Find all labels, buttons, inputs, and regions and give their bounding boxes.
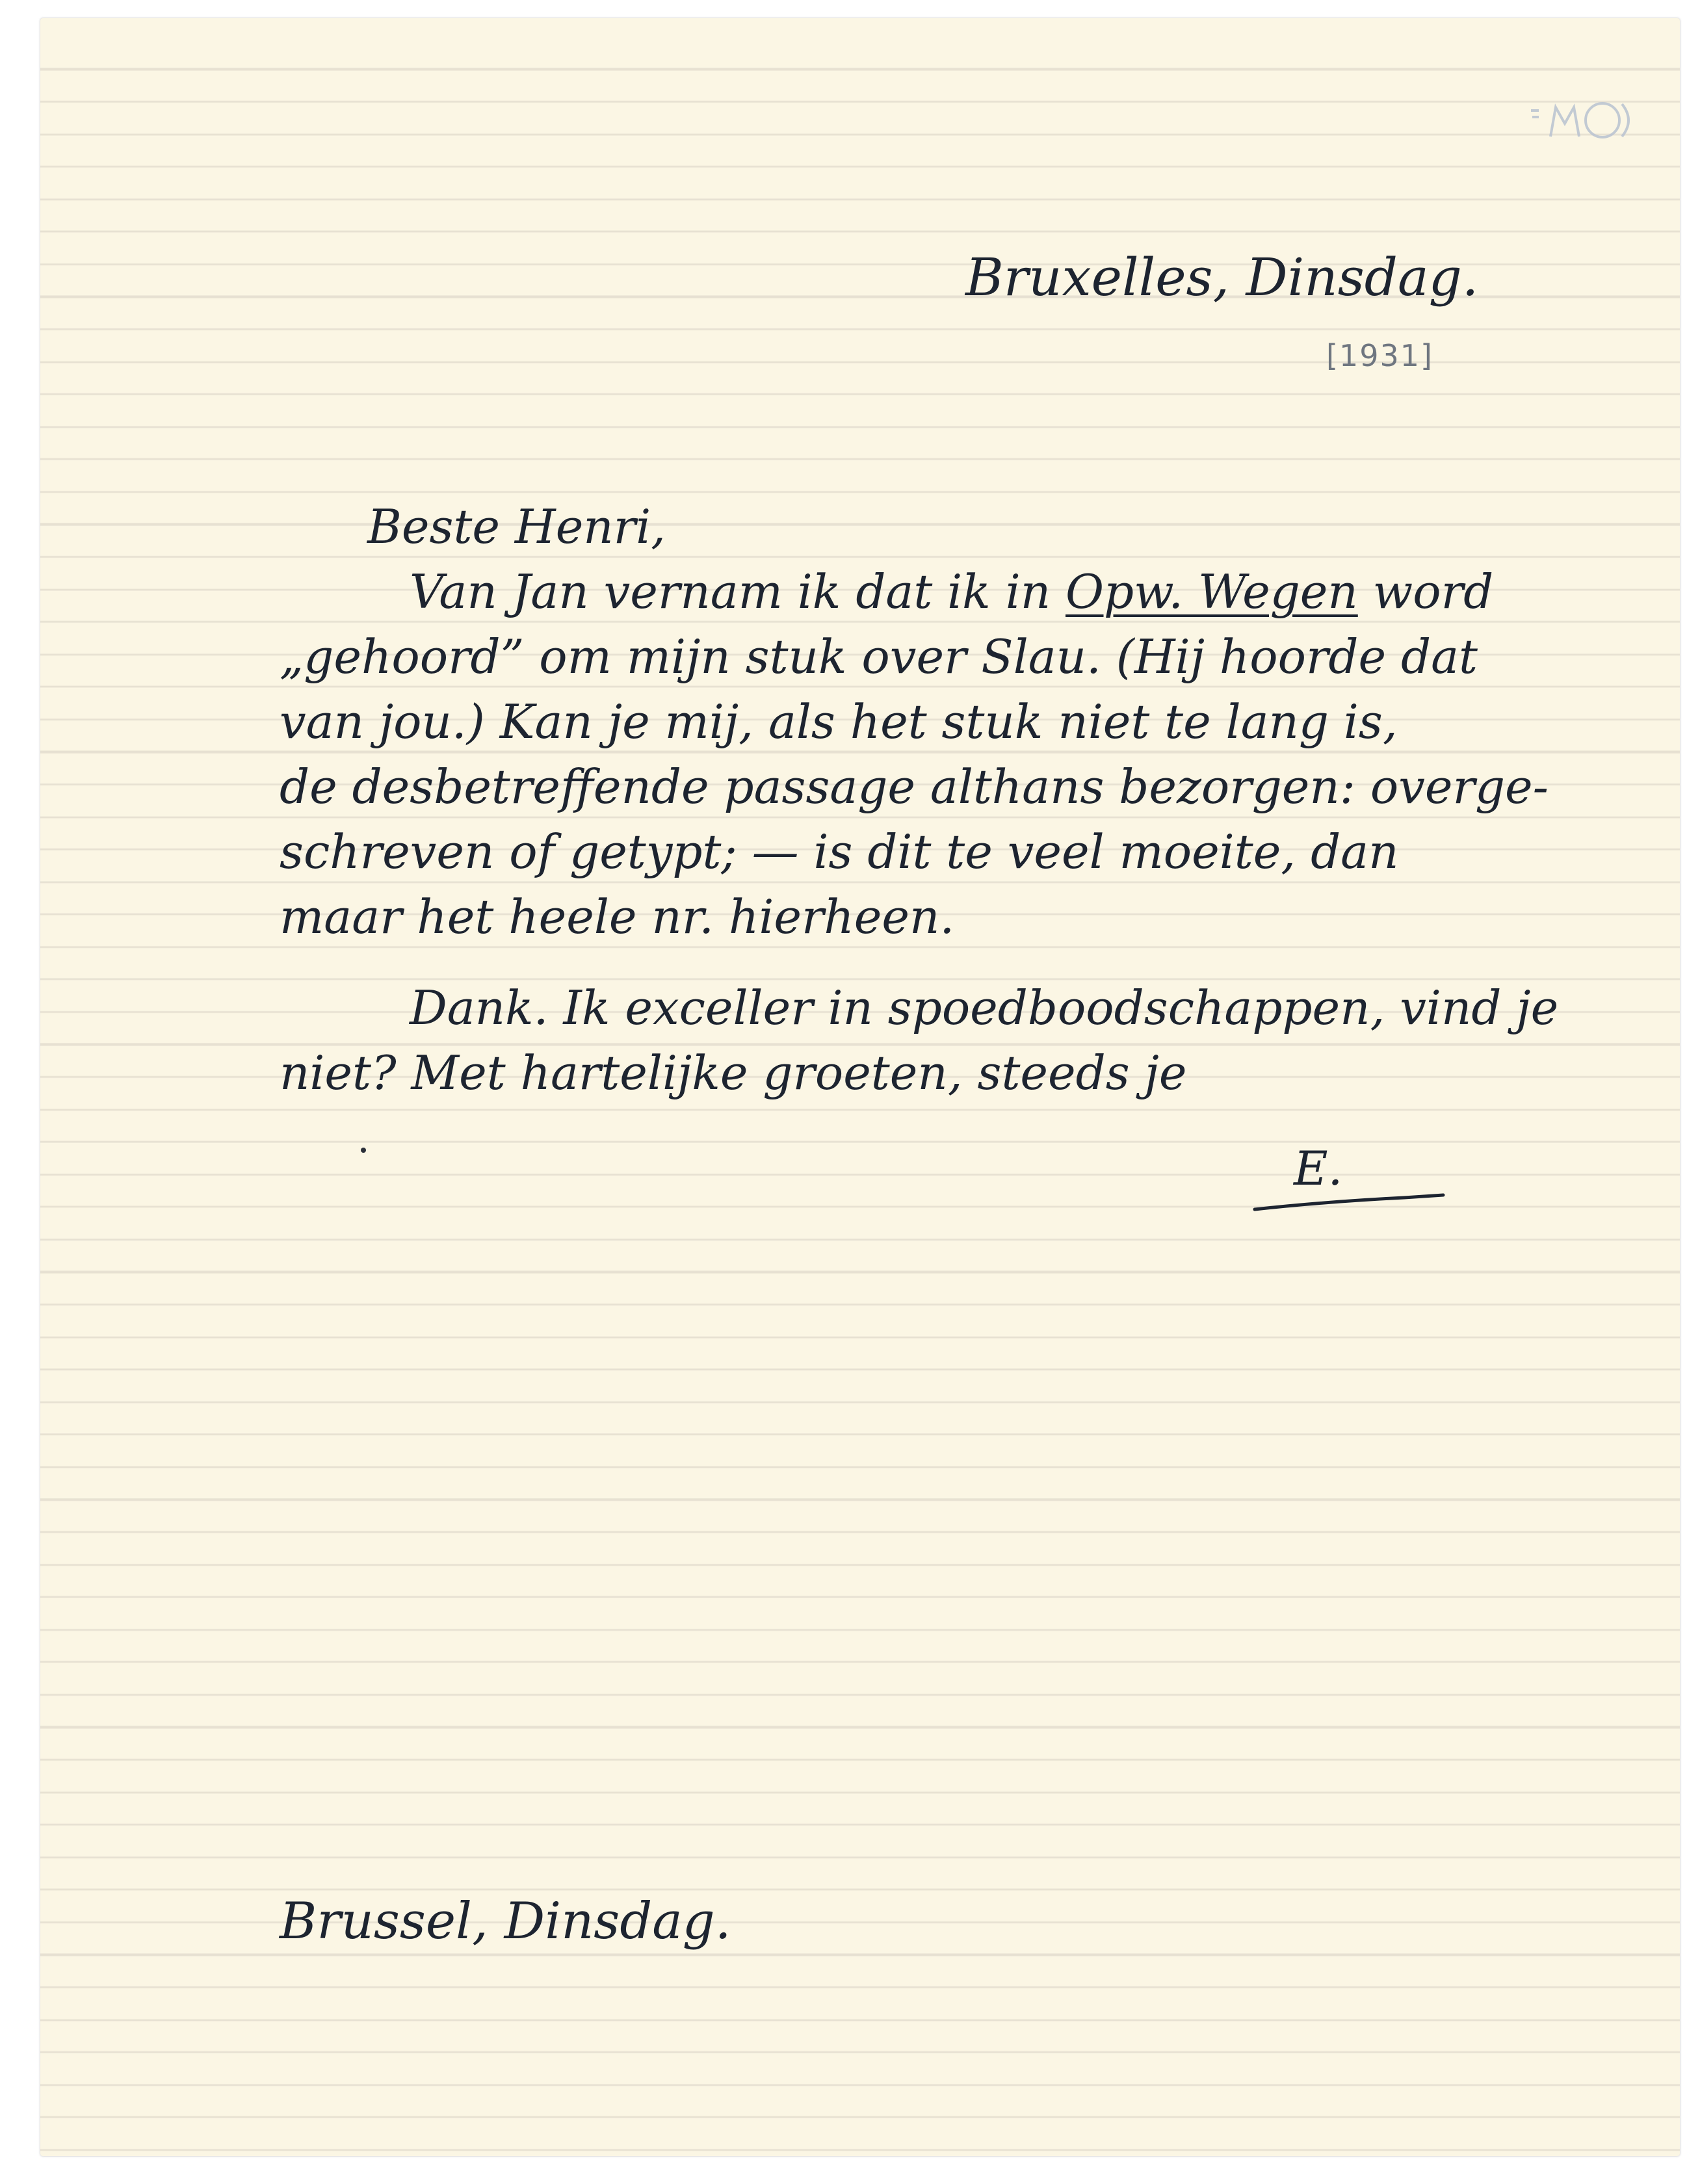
journal-title: Opw. Wegen	[1065, 564, 1358, 619]
letter-line: de desbetreffende passage althans bezorgen: overge-	[280, 759, 1549, 814]
letter-line: maar het heele nr. hierheen.	[280, 889, 955, 944]
letter-line: schreven of getypt; — is dit te veel moeite, dan	[280, 824, 1399, 879]
ink-dot	[361, 1148, 366, 1153]
archive-stamp-icon	[1524, 85, 1661, 156]
letter-line: Dank. Ik exceller in spoedboodschappen, vind je	[410, 980, 1559, 1035]
letter-line: niet? Met hartelijke groeten, steeds je	[280, 1046, 1187, 1100]
letter-text: Van Jan vernam ik dat ik in	[410, 564, 1066, 619]
salutation: Beste Henri,	[367, 499, 666, 554]
letter-body	[280, 494, 1677, 1105]
letter-line: van jou.) Kan je mij, als het stuk niet te lang is,	[280, 694, 1398, 749]
place-date-footer: Brussel, Dinsdag.	[280, 1892, 731, 1951]
letter-text: word	[1357, 564, 1494, 619]
archival-year-note: [1931]	[1326, 338, 1433, 373]
place-date-heading: Bruxelles, Dinsdag.	[965, 247, 1479, 308]
letter-line: „gehoord” om mijn stuk over Slau. (Hij hoorde dat	[280, 629, 1478, 684]
letter-line	[280, 559, 1677, 624]
signature-initial: E.	[1294, 1144, 1343, 1196]
signature-icon	[1248, 1144, 1456, 1222]
